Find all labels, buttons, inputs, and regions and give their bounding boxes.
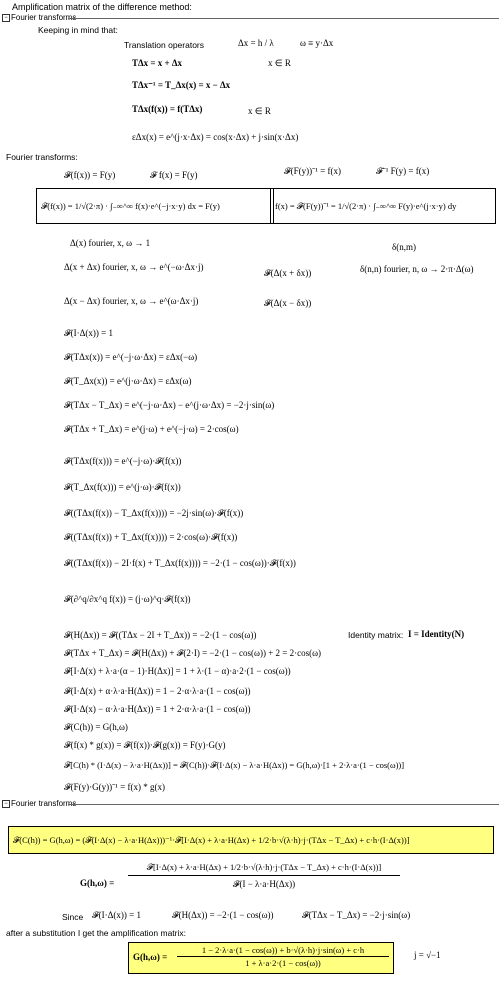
operator-eq-8: 𝓕[C(h) * (I·Δ(x) − λ·a·H(Δx))] = 𝓕(C(h))·𝓕(I·Δ(x) − λ·a·H(Δx)) = G(h,ω)·[1 + 2·λ·a·(1 − cos(ω))] [64, 760, 405, 770]
operator-eq-3: 𝓕[I·Δ(x) + λ·a·(α − 1)·H(Δx)] = 1 + λ·(1 − α)·a·2·(1 − cos(ω)) [64, 666, 291, 676]
fourier-line-3: 𝓕(F(y))⁻¹ = f(x) [284, 166, 341, 176]
equation-5: 𝓕(TΔx + T_Δx) = e^(j·ω) + e^(−j·ω) = 2·cos(ω) [64, 424, 239, 434]
amp-numerator: 1 − 2·λ·a·(1 − cos(ω)) + b·√(λ·h)·j·sin(ω) + c·h [177, 945, 389, 957]
operator-eq-1: 𝓕(H(Δx)) = 𝓕((TΔx − 2I + T_Δx)) = −2·(1 − cos(ω)) [64, 630, 257, 640]
operator-eq-6: 𝓕(C(h)) = G(h,ω) [64, 722, 128, 732]
equation-9: 𝓕((TΔx(f(x)) + T_Δx(f(x)))) = 2·cos(ω)·𝓕(f(x)) [64, 532, 238, 542]
since-label: Since [62, 912, 84, 922]
fourier-line-2: 𝓕 f(x) = F(y) [150, 170, 198, 180]
symbolic-3: Δ(x + Δx) fourier, x, ω → e^(−ω·Δx·j) [64, 262, 204, 272]
symbolic-4: 𝓕(Δ(x + δx)) [264, 268, 312, 278]
amp-lhs: G(h,ω) = [133, 952, 168, 962]
page-title: Amplification matrix of the difference method: [12, 2, 192, 12]
equation-7: 𝓕(T_Δx(f(x))) = e^(j·ω)·𝓕(f(x)) [64, 482, 181, 492]
symbolic-1: Δ(x) fourier, x, ω → 1 [70, 238, 151, 248]
after-substitution-label: after a substitution I get the amplification matrix: [6, 928, 187, 938]
section-divider [68, 804, 499, 805]
amp-fraction [177, 945, 389, 968]
equation-6: 𝓕(TΔx(f(x))) = e^(−j·ω)·𝓕(f(x)) [64, 456, 182, 466]
symbolic-7: 𝓕(Δ(x − δx)) [264, 298, 312, 308]
operator-eq-2: 𝓕(TΔx + T_Δx) = 𝓕(H(Δx)) + 𝓕(2·I) = −2·(1 − cos(ω)) + 2 = 2·cos(ω) [64, 648, 322, 658]
j-definition: j = √−1 [414, 950, 441, 960]
equation-1: 𝓕(I·Δ(x)) = 1 [64, 328, 113, 338]
since-3: 𝓕(TΔx − T_Δx) = −2·j·sin(ω) [302, 910, 411, 920]
translation-inverse: TΔx⁻¹ = T_Δx(x) = x − Δx [132, 80, 231, 90]
fourier-inverse: f(x) = 𝓕(F(y))⁻¹ = 1/√(2·π) · ∫₋∞^∞ F(y)·e^(j·x·y) dy [270, 188, 496, 224]
delta-x-def: Δx = h / λ [238, 38, 274, 48]
translation-function: TΔx(f(x)) = f(TΔx) [132, 104, 203, 114]
domain-note-2: x ∈ R [248, 106, 271, 116]
equation-3: 𝓕(T_Δx(x)) = e^(j·ω·Δx) = εΔx(ω) [64, 376, 192, 386]
symbolic-5: δ(n,n) fourier, n, ω → 2·π·Δ(ω) [360, 264, 474, 274]
fourier-label: Fourier transforms: [6, 152, 78, 162]
fourier-line-4: 𝓕⁻¹ F(y) = f(x) [376, 166, 430, 176]
since-1: 𝓕(I·Δ(x)) = 1 [92, 910, 141, 920]
g-numerator: 𝓕[I·Δ(x) + λ·a·H(Δx) + 1/2·b·√(λ·h)·j·(TΔx − T_Δx) + c·h·(I·Δ(x))] [128, 862, 400, 876]
operator-eq-5: 𝓕(I·Δ(x) − α·λ·a·H(Δx)) = 1 + 2·α·λ·a·(1 − cos(ω)) [64, 704, 251, 714]
identity-label: Identity matrix: [348, 630, 404, 640]
epsilon-def: εΔx(x) = e^(j·x·Δx) = cos(x·Δx) + j·sin(x·Δx) [132, 132, 299, 142]
translation-forward: TΔx = x + Δx [132, 58, 183, 68]
section-header-2[interactable] [2, 799, 499, 809]
symbolic-2: δ(n,m) [392, 242, 416, 252]
g-fraction [128, 862, 400, 890]
collapse-icon[interactable]: − [2, 14, 10, 22]
symbolic-6: Δ(x − Δx) fourier, x, ω → e^(ω·Δx·j) [64, 296, 199, 306]
intro-text: Keeping in mind that: [38, 25, 118, 35]
equation-10: 𝓕((TΔx(f(x)) − 2I·f(x) + T_Δx(f(x)))) = −2·(1 − cos(ω))·𝓕(f(x)) [64, 558, 296, 568]
fourier-line-1: 𝓕(f(x)) = F(y) [64, 170, 116, 180]
g-denominator: 𝓕(I − λ·a·H(Δx)) [232, 879, 296, 889]
since-2: 𝓕(H(Δx)) = −2·(1 − cos(ω)) [172, 910, 274, 920]
main-transfer-equation: 𝓕(C(h)) = G(h,ω) = (𝓕(I·Δ(x) − λ·a·H(Δx)))⁻¹·𝓕[I·Δ(x) + λ·a·H(Δx) + 1/2·b·√(λ·h)·j·(TΔx − T_Δx) + c·h·(I·Δ(x))] [8, 826, 494, 854]
operator-eq-9: 𝓕(F(y)·G(y))⁻¹ = f(x) * g(x) [64, 782, 165, 792]
section-header-label: Fourier transforms [11, 799, 77, 808]
omega-def: ω ≡ y·Δx [300, 38, 334, 48]
amplification-matrix [128, 942, 394, 974]
amp-denominator: 1 + λ·a·2·(1 − cos(ω)) [245, 958, 321, 968]
section-header-label: Fourier transforms [11, 13, 77, 22]
equation-8: 𝓕((TΔx(f(x)) − T_Δx(f(x)))) = −2j·sin(ω)·𝓕(f(x)) [64, 508, 244, 518]
operator-eq-4: 𝓕(I·Δ(x) + α·λ·a·H(Δx)) = 1 − 2·α·λ·a·(1 − cos(ω)) [64, 686, 251, 696]
equation-2: 𝓕(TΔx(x)) = e^(−j·ω·Δx) = εΔx(−ω) [64, 352, 198, 362]
section-header-1[interactable] [2, 13, 499, 23]
domain-note-1: x ∈ R [268, 58, 291, 68]
equation-11: 𝓕(∂^q/∂x^q f(x)) = (j·ω)^q·𝓕(f(x)) [64, 594, 191, 604]
fourier-definition: 𝓕(f(x)) = 1/√(2·π) · ∫₋∞^∞ f(x)·e^(−j·x·y) dx = F(y) [36, 188, 274, 224]
translation-label: Translation operators [124, 40, 205, 50]
equation-4: 𝓕(TΔx − T_Δx) = e^(−j·ω·Δx) − e^(j·ω·Δx) = −2·j·sin(ω) [64, 400, 275, 410]
collapse-icon[interactable]: − [2, 800, 10, 808]
operator-eq-7: 𝓕(f(x) * g(x)) = 𝓕(f(x))·𝓕(g(x)) = F(y)·G(y) [64, 740, 226, 750]
g-label: G(h,ω) = [80, 878, 115, 888]
section-divider [68, 18, 499, 19]
identity-expr: I = Identity(N) [408, 629, 465, 639]
